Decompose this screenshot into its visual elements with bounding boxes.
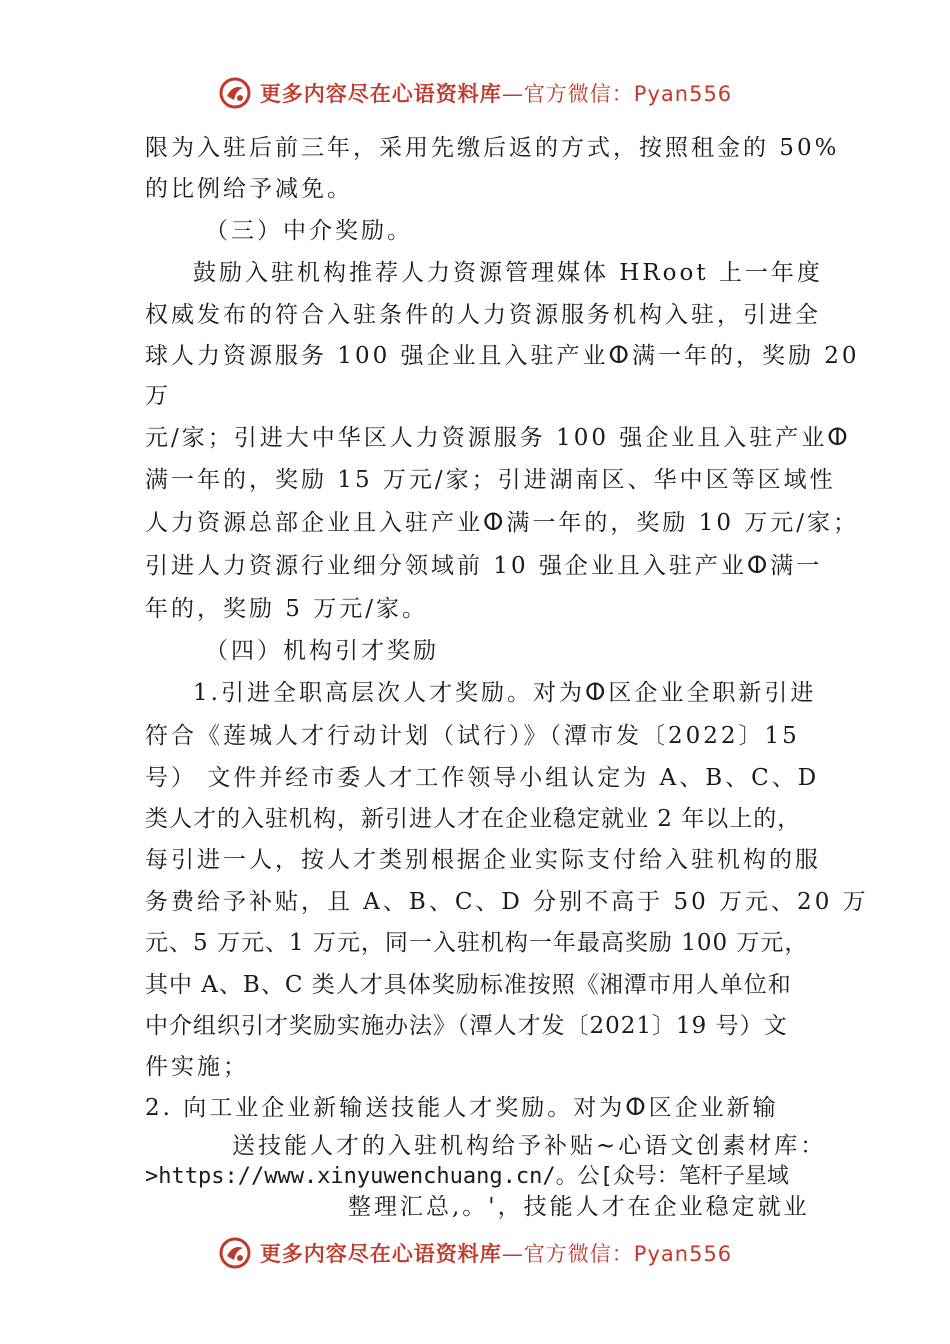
text-line-17: 类人才的入驻机构，新引进人才在企业稳定就业 2 年以上的， xyxy=(145,806,802,832)
text-line-25: 送技能人才的入驻机构给予补贴~心语文创素材库： xyxy=(232,1133,827,1159)
section-heading-3: （三）中介奖励。 xyxy=(205,218,413,244)
watermark-wechat-text: —官方微信：Pyan556 xyxy=(501,1242,733,1266)
text-line-16: 号） 文件并经市委人才工作领导小组认定为 A、B、C、D xyxy=(145,765,820,791)
text-line-8: 元/家；引进大中华区人力资源服务 100 强企业且入驻产业ⵀ xyxy=(145,425,851,451)
watermark-main-text: 更多内容尽在心语资料库 xyxy=(259,1242,502,1266)
text-line-21: 其中 A、B、C 类人才具体奖励标准按照《湘潭市用人单位和 xyxy=(145,972,792,998)
text-line-23: 件实施； xyxy=(145,1054,249,1080)
section-heading-4: （四）机构引才奖励 xyxy=(205,638,439,664)
text-line-20: 元、5 万元、1 万元，同一入驻机构一年最高奖励 100 万元， xyxy=(145,930,809,956)
text-line-10: 人力资源总部企业且入驻产业ⵀ满一年的，奖励 10 万元/家； xyxy=(145,510,860,536)
watermark-main-text: 更多内容尽在心语资料库 xyxy=(259,82,502,106)
text-line-11: 引进人力资源行业细分领域前 10 强企业且入驻产业ⵀ满一 xyxy=(145,553,823,579)
text-line-26: >https://www.xinyuwenchuang.cn/。公[众号：笔杆子星域 xyxy=(145,1164,789,1189)
watermark-footer xyxy=(0,1230,950,1276)
logo-icon xyxy=(218,1236,252,1270)
text-line-18: 每引进一人，按人才类别根据企业实际支付给入驻机构的服 xyxy=(145,847,821,873)
watermark-header xyxy=(0,70,950,116)
text-line-22: 中介组织引才奖励实施办法》（潭人才发〔2021〕19 号）文 xyxy=(145,1013,788,1039)
text-line-9: 满一年的，奖励 15 万元/家；引进湖南区、华中区等区域性 xyxy=(145,467,836,493)
text-line-4: 鼓励入驻机构推荐人力资源管理媒体 HRoot 上一年度 xyxy=(193,260,823,286)
text-line-12: 年的，奖励 5 万元/家。 xyxy=(145,596,429,622)
logo-icon xyxy=(218,76,252,110)
text-line-27: 整理汇总,。'，技能人才在企业稳定就业 xyxy=(348,1194,810,1220)
text-line-7: 万 xyxy=(145,383,171,409)
text-line-15: 符合《莲城人才行动计划（试行）》（潭市发〔2022〕15 xyxy=(145,723,800,749)
watermark-wechat-text: —官方微信：Pyan556 xyxy=(501,82,733,106)
text-line-24: 2. 向工业企业新输送技能人才奖励。对为ⵀ区企业新输 xyxy=(145,1095,779,1121)
text-line-6: 球人力资源服务 100 强企业且入驻产业ⵀ满一年的，奖励 20 xyxy=(145,343,860,369)
text-line-5: 权威发布的符合入驻条件的人力资源服务机构入驻，引进全 xyxy=(145,302,821,328)
text-line-1: 限为入驻后前三年，采用先缴后返的方式，按照租金的 50% xyxy=(145,135,840,161)
text-line-19: 务费给予补贴，且 A、B、C、D 分别不高于 50 万元、20 万 xyxy=(145,889,869,915)
text-line-2: 的比例给予减免。 xyxy=(145,176,353,202)
text-line-14: 1.引进全职高层次人才奖励。对为ⵀ区企业全职新引进 xyxy=(193,680,817,706)
